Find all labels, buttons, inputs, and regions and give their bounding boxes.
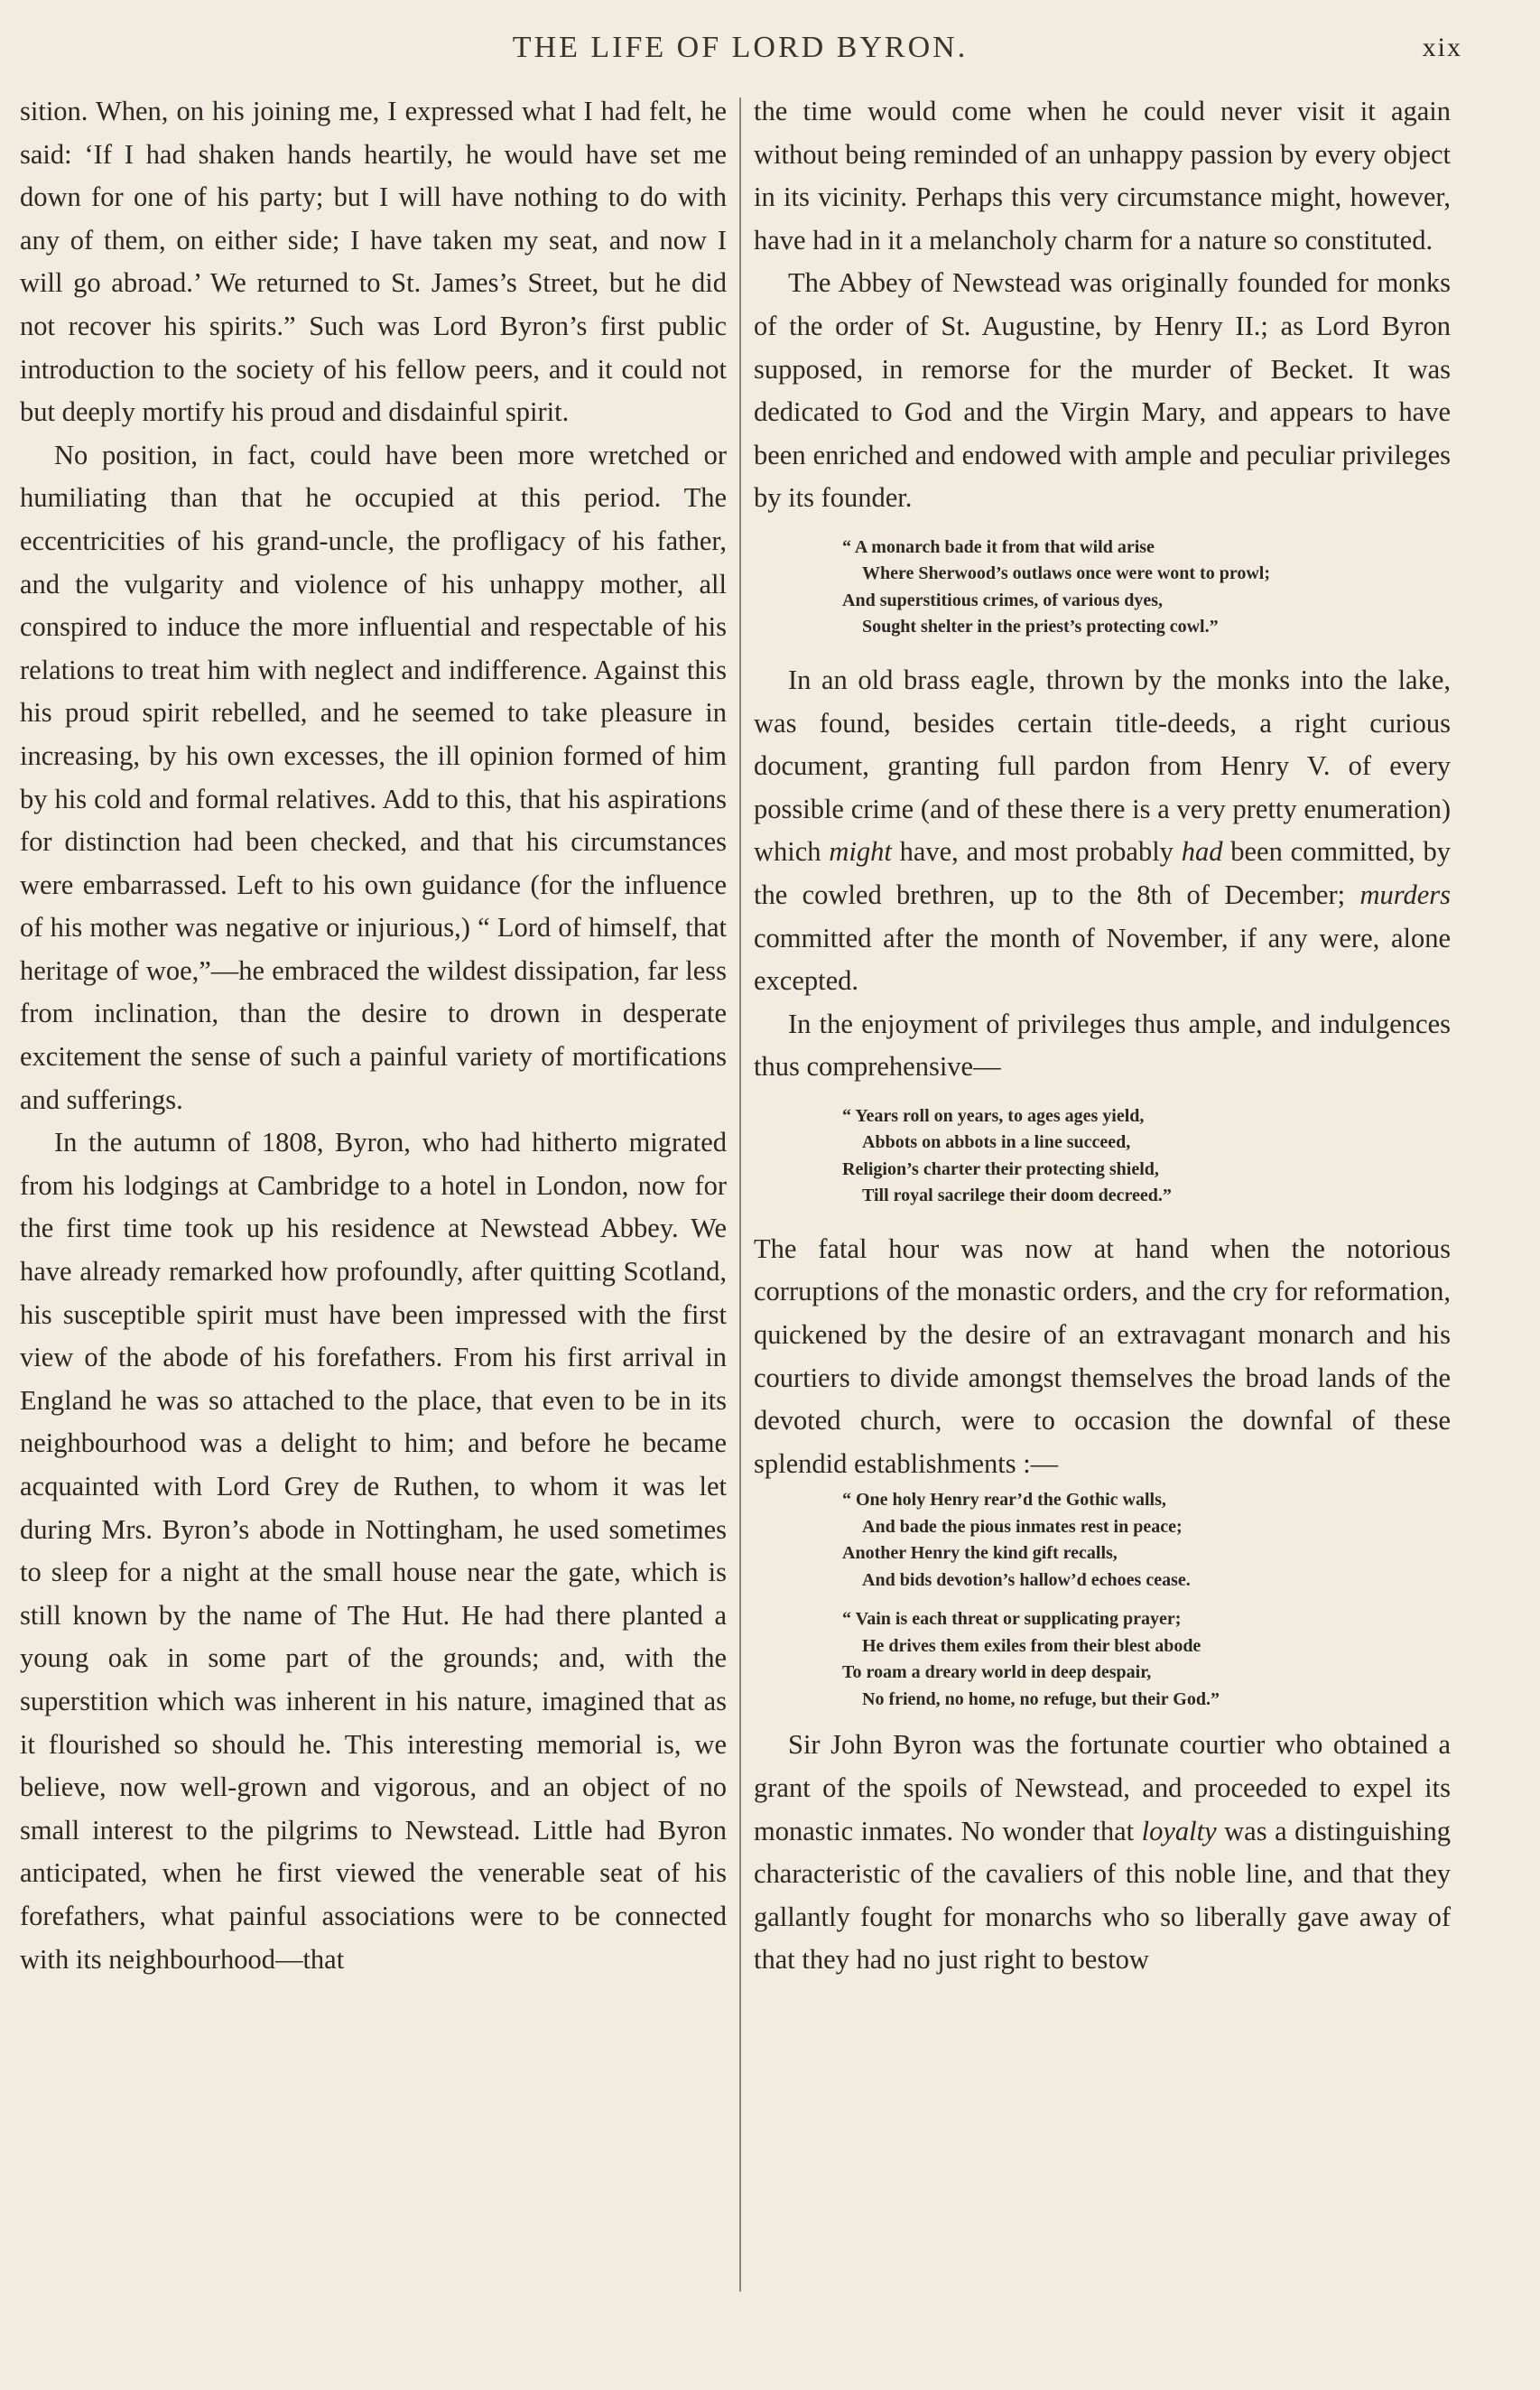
verse-line: And bids devotion’s hallow’d echoes cease. [862, 1569, 1191, 1590]
paragraph: No position, in fact, could have been more wretched or humiliating than that he occupied at this period. The eccentricities of his grand-uncle, the profligacy of his father, and the vulgarity and violence of his unhappy mother, all conspired to induce the more influential and respectable of his relations to treat him with neglect and indifference. Against this his proud spirit rebelled, and he seemed to take pleasure in increasing, by his own excesses, the ill opinion formed of him by his cold and formal relatives. Add to this, that his aspirations for distinction had been checked, and that his circumstances were embarrassed. Left to his own guidance (for the influence of his mother was negative or injurious,) “ Lord of himself, that heritage of woe,”—he embraced the wildest dissipation, far less from inclination, than the desire to drown in desperate excitement the sense of such a painful variety of mortifications and sufferings. [20, 439, 727, 1115]
verse-line: “ A monarch bade it from that wild arise [842, 536, 1155, 557]
verse-line: Another Henry the kind gift recalls, [842, 1543, 1118, 1564]
verse-quote [842, 1606, 1451, 1713]
text-run: have, and most probably [891, 836, 1182, 868]
text-run: committed after the month of November, if any were, alone excepted. [754, 922, 1451, 997]
verse-line: No friend, no home, no refuge, but their God.” [862, 1688, 1220, 1709]
italic-text: had [1181, 836, 1223, 868]
verse-line: Till royal sacrilege their doom decreed.” [862, 1186, 1172, 1206]
verse-line: Where Sherwood’s outlaws once were wont to prowl; [862, 563, 1271, 584]
paragraph: the time would come when he could never visit it again without being reminded of an unhappy passion by every object in its vicinity. Perhaps this very circumstance might, however, have had in it a melancholy charm for a nature so constituted. [754, 96, 1451, 256]
paragraph: The Abbey of Newstead was originally founded for monks of the order of St. Augustine, by Henry II.; as Lord Byron supposed, in remorse for the murder of Becket. It was dedicated to God and the Virgin Mary, and appears to have been enriched and endowed with ample and peculiar privileges by its founder. [754, 267, 1451, 514]
verse-line: “ Vain is each threat or supplicating prayer; [842, 1609, 1182, 1630]
text-run: been committed, by the cowled brethren, up to the 8th of December; [754, 836, 1451, 910]
verse-quote [842, 535, 1451, 641]
italic-text: might [829, 836, 892, 868]
verse-line: Abbots on abbots in a line succeed, [862, 1132, 1131, 1153]
italic-text: loyalty [1141, 1815, 1217, 1846]
verse-line: Sought shelter in the priest’s protecting cowl.” [862, 617, 1219, 637]
text-run: In an old brass eagle, thrown by the monks into the lake, was found, besides certain title-deeds, a right curious document, granting full pardon from Henry V. of every possible crime (and of these there is a very pretty enumeration) which [754, 664, 1451, 868]
paragraph: In the enjoyment of privileges thus ample, and indulgences thus comprehensive— [754, 1008, 1451, 1083]
running-header [18, 27, 1462, 72]
left-column [20, 90, 727, 1981]
verse-quote [842, 1103, 1451, 1210]
column-divider [739, 98, 741, 2292]
paragraph: sition. When, on his joining me, I expressed what I had felt, he said: ‘If I had shaken hands heartily, he would have set me down for one of his party; but I will have nothing to do with any of them, on either side; I have taken my seat, and now I will go abroad.’ We returned to St. James’s Street, but he did not recover his spirits.” Such was Lord Byron’s first public introduction to the society of his fellow peers, and it could not but deeply mortify his proud and disdainful spirit. [20, 96, 727, 428]
paragraph: In the autumn of 1808, Byron, who had hitherto migrated from his lodgings at Cambridge to a hotel in London, now for the first time took up his residence at Newstead Abbey. We have already remarked how profoundly, after quitting Scotland, his susceptible spirit must have been impressed with the first view of the abode of his forefathers. From his first arrival in England he was so attached to the place, that even to be in its neighbourhood was a delight to him; and before he became acquainted with Lord Grey de Ruthen, to whom it was let during Mrs. Byron’s abode in Nottingham, he used sometimes to sleep for a night at the small house near the gate, which is still known by the name of The Hut. He had there planted a young oak in some part of the grounds; and, with the superstition which was inherent in his nature, imagined that as it flourished so should he. This interesting memorial is, we believe, now well-grown and vigorous, and an object of no small interest to the pilgrims to Newstead. Little had Byron anticipated, when he first viewed the venerable seat of his forefathers, what painful associations were to be connected with its neighbourhood—that [20, 1127, 727, 1975]
verse-line: “ One holy Henry rear’d the Gothic walls, [842, 1490, 1166, 1511]
verse-quote [842, 1487, 1451, 1594]
paragraph [754, 659, 1451, 1003]
running-title: THE LIFE OF LORD BYRON. [512, 31, 969, 64]
paragraph [754, 1724, 1451, 1982]
right-column [754, 90, 1451, 1982]
verse-line: And superstitious crimes, of various dyes, [842, 590, 1164, 610]
text-run: was a distinguishing characteristic of the cavaliers of this noble line, and that they gallantly fought for monarchs who so liberally gave away of that they had no just right to bestow [754, 1815, 1451, 1976]
verse-line: He drives them exiles from their blest abode [862, 1635, 1201, 1656]
verse-line: “ Years roll on years, to ages ages yield, [842, 1105, 1145, 1126]
italic-text: murders [1359, 879, 1451, 910]
verse-line: Religion’s charter their protecting shield, [842, 1158, 1159, 1179]
paragraph: The fatal hour was now at hand when the notorious corruptions of the monastic orders, and the cry for reformation, quickened by the desire of an extravagant monarch and his courtiers to divide amongst themselves the broad lands of the devoted church, were to occasion the downfal of these splendid establishments :— [754, 1232, 1451, 1479]
verse-line: And bade the pious inmates rest in peace; [862, 1516, 1183, 1537]
page-number: xix [1422, 33, 1462, 62]
verse-line: To roam a dreary world in deep despair, [842, 1662, 1152, 1683]
text-run: Sir John Byron was the fortunate courtier who obtained a grant of the spoils of Newstead, and proceeded to expel its monastic inmates. No wonder that [754, 1729, 1451, 1846]
